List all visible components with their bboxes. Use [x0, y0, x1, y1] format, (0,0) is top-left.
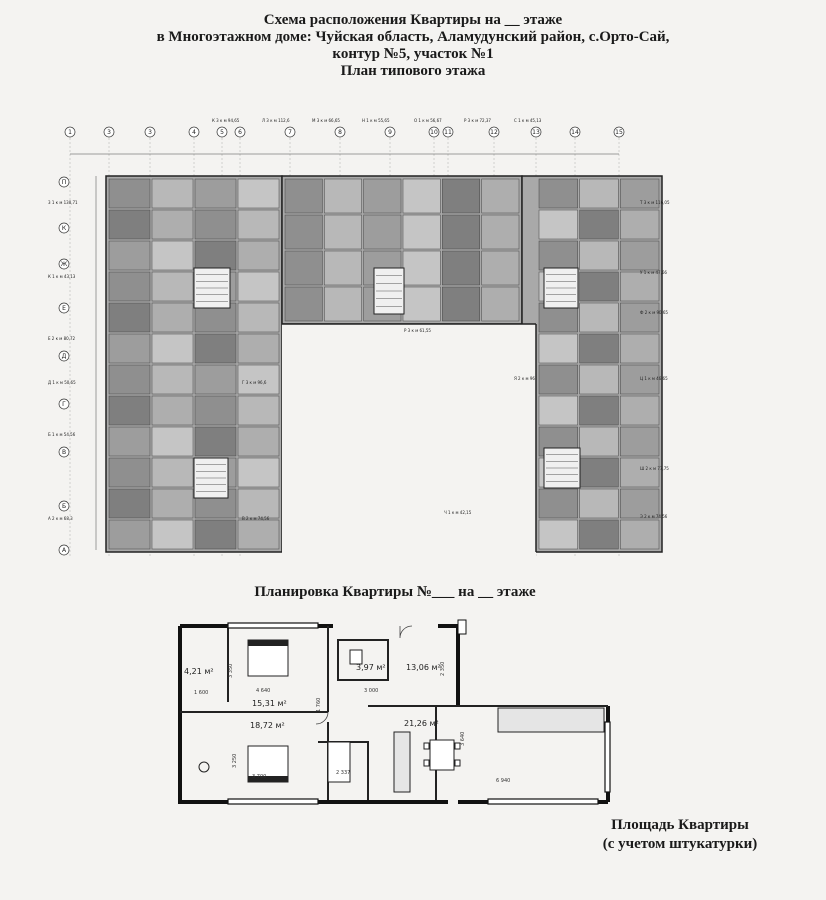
column-axis-label: 14 — [571, 129, 579, 136]
svg-text:3 640: 3 640 — [460, 731, 466, 746]
apartment-area-label — [560, 816, 800, 854]
room-cell — [580, 334, 619, 363]
column-axis-label: 6 — [238, 129, 242, 136]
chair-icon — [199, 762, 209, 772]
apartment-tag: Ф 2 к м 90,65 — [640, 310, 668, 315]
room-cell — [539, 241, 578, 270]
column-axis-label: 1 — [68, 129, 72, 136]
room-cell — [403, 179, 440, 213]
room-cell — [580, 303, 619, 332]
room-cell — [580, 241, 619, 270]
room-cell — [109, 396, 150, 425]
room-cell — [109, 303, 150, 332]
svg-text:2 350: 2 350 — [440, 661, 446, 676]
apartment-layout — [168, 612, 628, 812]
room-cell — [109, 365, 150, 394]
room-cell — [620, 210, 659, 239]
room-cell — [442, 251, 479, 285]
room-cell — [152, 303, 193, 332]
svg-text:1 600: 1 600 — [194, 690, 209, 696]
room-cell — [109, 241, 150, 270]
room-cell — [580, 210, 619, 239]
room-cell — [539, 520, 578, 549]
row-axis-label: В — [61, 449, 67, 456]
room-cell — [620, 303, 659, 332]
room-bath-area: 3,97 м² — [356, 663, 386, 672]
room-cell — [195, 427, 236, 456]
room-cell — [195, 520, 236, 549]
area-note: (с учетом штукатурки) — [602, 836, 758, 852]
room-cell — [620, 334, 659, 363]
apartment-tag: 3 1 к м 130,71 — [48, 200, 78, 205]
room-cell — [285, 215, 322, 249]
row-axis-label: Г — [62, 401, 66, 408]
apartment-tag: Д 1 к м 50,65 — [48, 380, 76, 385]
header-plot: контур №5, участок №1 — [332, 46, 494, 62]
apartment-tag: Р 3 к м 61,55 — [404, 328, 431, 333]
room-cell — [238, 241, 279, 270]
column-axis-label: 4 — [192, 129, 196, 136]
column-axis-label: 10 — [430, 129, 438, 136]
room-cell — [620, 520, 659, 549]
room-cell — [580, 520, 619, 549]
apartment-tag: В 2 к м 74,56 — [242, 516, 270, 521]
toilet-icon — [350, 650, 362, 664]
shower-icon — [328, 742, 350, 782]
room-cell — [238, 396, 279, 425]
apartment-tag: У 1 к м 47,66 — [640, 270, 667, 275]
column-axis-label: 12 — [490, 129, 498, 136]
room-cell — [152, 396, 193, 425]
header-address: в Многоэтажном доме: Чуйская область, Аламудунский район, с.Орто-Сай, — [156, 29, 670, 45]
svg-text:2 337: 2 337 — [336, 770, 351, 776]
room-cell — [109, 520, 150, 549]
row-axis-label: А — [61, 547, 67, 554]
svg-text:4 640: 4 640 — [256, 688, 271, 694]
document-header — [0, 12, 826, 80]
room-balcony-area: 4,21 м² — [184, 667, 214, 676]
room-cell — [539, 334, 578, 363]
room-cell — [580, 396, 619, 425]
apartment-tag: Г 3 к м 96,6 — [242, 380, 267, 385]
apartment-tag: М 3 к м 66,65 — [312, 118, 340, 123]
room-cell — [195, 179, 236, 208]
room-cell — [403, 287, 440, 321]
room-cell — [539, 489, 578, 518]
courtyard — [282, 324, 522, 556]
room-cell — [324, 215, 361, 249]
room-cell — [580, 365, 619, 394]
room-cell — [195, 396, 236, 425]
room-cell — [152, 489, 193, 518]
room-cell — [539, 396, 578, 425]
room-cell — [238, 179, 279, 208]
room-cell — [152, 427, 193, 456]
apartment-tag: Я 2 к м 96 — [514, 376, 535, 381]
courtyard-edge — [522, 324, 536, 556]
room-bedroom1-area: 15,31 м² — [252, 699, 287, 708]
floor-plan-drawing — [44, 118, 684, 570]
apartment-tag: Н 1 к м 55,65 — [362, 118, 390, 123]
room-cell — [324, 179, 361, 213]
room-cell — [285, 251, 322, 285]
row-axis-label: К — [61, 225, 67, 232]
svg-text:6 940: 6 940 — [496, 778, 511, 784]
room-cell — [195, 365, 236, 394]
column-axis-label: 3 — [148, 129, 152, 136]
room-cell — [238, 272, 279, 301]
svg-text:3 250: 3 250 — [232, 753, 238, 768]
row-axis-label: Б — [61, 503, 67, 510]
apartment-tag: А 2 к м 68,3 — [48, 516, 73, 521]
area-title: Площадь Квартиры — [611, 817, 749, 833]
room-hall-area: 13,06 м² — [406, 663, 441, 672]
apartment-tag: Ц 1 к м 46,65 — [640, 376, 668, 381]
apartment-tag: К 3 к м 94,65 — [212, 118, 240, 123]
room-cell — [109, 179, 150, 208]
column-axis-label: 8 — [338, 129, 342, 136]
room-cell — [152, 210, 193, 239]
room-cell — [238, 489, 279, 518]
svg-text:1 760: 1 760 — [316, 697, 322, 712]
room-cell — [620, 427, 659, 456]
apartment-tag: О 1 к м 56,67 — [414, 118, 442, 123]
column-axis-label: 5 — [220, 129, 224, 136]
room-cell — [580, 179, 619, 208]
room-cell — [195, 241, 236, 270]
room-cell — [364, 215, 401, 249]
room-cell — [442, 215, 479, 249]
room-cell — [539, 365, 578, 394]
apartment-tag: Б 1 к м 54,56 — [48, 432, 76, 437]
room-cell — [152, 458, 193, 487]
apartment-tag: Р 3 к м 72,37 — [464, 118, 491, 123]
row-axis-label: Д — [61, 353, 67, 360]
room-cell — [620, 396, 659, 425]
room-cell — [620, 272, 659, 301]
header-title: Схема расположения Квартиры на __ этаже — [263, 12, 563, 28]
room-cell — [403, 215, 440, 249]
row-axis-label: П — [61, 179, 67, 186]
typical-floor-plan — [44, 118, 684, 570]
apartment-tag: Л 3 к м 112,6 — [262, 118, 290, 123]
room-cell — [109, 272, 150, 301]
apartment-tag: Ш 2 к м 77,75 — [640, 466, 669, 471]
column-axis-label: 9 — [388, 129, 392, 136]
room-cell — [324, 251, 361, 285]
room-cell — [620, 241, 659, 270]
apartment-tag: Э 2 к м 74,56 — [640, 514, 668, 519]
room-cell — [580, 272, 619, 301]
room-cell — [238, 210, 279, 239]
room-cell — [195, 334, 236, 363]
room-cell — [238, 458, 279, 487]
room-cell — [238, 427, 279, 456]
svg-text:3 350: 3 350 — [228, 663, 234, 678]
apartment-tag: С 1 к м 45,13 — [514, 118, 542, 123]
room-cell — [580, 458, 619, 487]
room-cell — [285, 287, 322, 321]
room-cell — [152, 241, 193, 270]
dining-table-icon — [430, 740, 454, 770]
row-axis-label: Ж — [60, 261, 68, 268]
column-axis-label: 13 — [532, 129, 540, 136]
apartment-tag: Т 3 к м 116,05 — [640, 200, 670, 205]
room-cell — [580, 427, 619, 456]
room-cell — [285, 179, 322, 213]
room-cell — [580, 489, 619, 518]
apartment-drawing — [168, 612, 628, 812]
room-corridor-area: 18,72 м² — [250, 721, 285, 730]
column-axis-label: 3 — [107, 129, 111, 136]
column-axis-label: 11 — [444, 129, 452, 136]
room-cell — [109, 458, 150, 487]
room-kitchen-area: 21,26 м² — [404, 719, 439, 728]
room-cell — [238, 334, 279, 363]
apartment-tag: К 1 к м 43,13 — [48, 274, 76, 279]
room-cell — [482, 287, 519, 321]
room-cell — [152, 334, 193, 363]
room-cell — [324, 287, 361, 321]
column-axis-label: 7 — [288, 129, 292, 136]
room-cell — [238, 520, 279, 549]
room-cell — [152, 272, 193, 301]
room-cell — [195, 210, 236, 239]
room-cell — [442, 287, 479, 321]
svg-text:3 000: 3 000 — [364, 688, 379, 694]
header-subtitle: План типового этажа — [340, 63, 486, 79]
room-cell — [364, 179, 401, 213]
apartment-tag: Ч 1 к м 42,15 — [444, 510, 472, 515]
room-cell — [403, 251, 440, 285]
apartment-tag: Е 2 к м 80,72 — [48, 336, 76, 341]
room-cell — [109, 427, 150, 456]
room-cell — [152, 520, 193, 549]
column-axis-label: 15 — [615, 129, 623, 136]
room-cell — [539, 179, 578, 208]
room-cell — [482, 215, 519, 249]
apartment-plan-title: Планировка Квартиры №___ на __ этаже — [254, 584, 536, 600]
room-cell — [109, 489, 150, 518]
row-axis-label: Е — [62, 305, 66, 312]
room-cell — [109, 210, 150, 239]
room-cell — [152, 179, 193, 208]
room-cell — [482, 251, 519, 285]
room-cell — [442, 179, 479, 213]
room-cell — [539, 210, 578, 239]
room-cell — [238, 303, 279, 332]
room-cell — [109, 334, 150, 363]
room-cell — [620, 458, 659, 487]
svg-text:3 700: 3 700 — [252, 774, 267, 780]
room-cell — [482, 179, 519, 213]
room-cell — [152, 365, 193, 394]
